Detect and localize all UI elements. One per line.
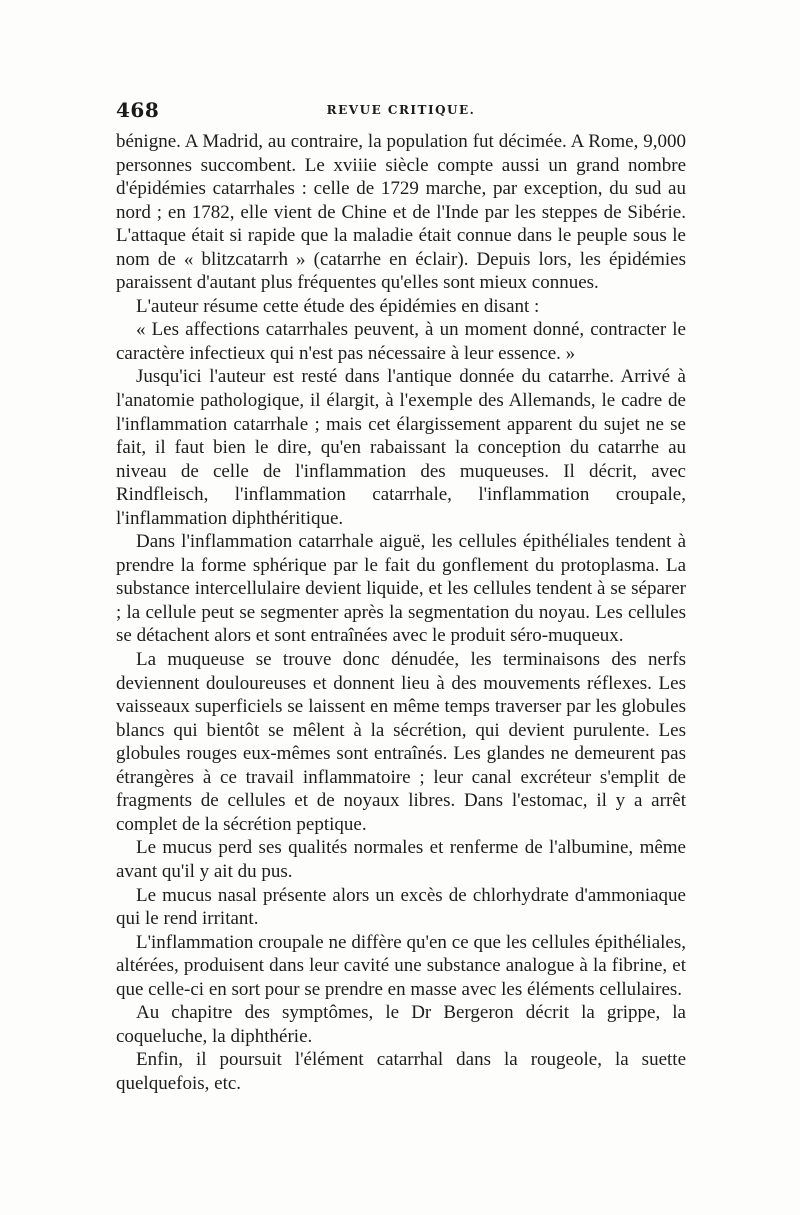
paragraph: L'inflammation croupale ne diffère qu'en ce que les cellules épithéliales, altérées, produisent dans leur cavité une substance analogue à la fibrine, et que celle-ci en sort pour se prendre en masse avec les éléments cellulaires. <box>116 931 686 1000</box>
paragraph: Au chapitre des symptômes, le Dr Bergeron décrit la grippe, la coqueluche, la diphthérie. <box>116 1002 686 1047</box>
page-header <box>116 98 686 122</box>
paragraph: La muqueuse se trouve donc dénudée, les terminaisons des nerfs deviennent douloureuses et donnent lieu à des mouvements réflexes. Les vaisseaux superficiels se laissent en même temps traverser par les globules blancs qui bientôt se mêlent à la sécrétion, qui devient purulente. Les globules rouges eux-mêmes sont entraînés. Les glandes ne demeurent pas étrangères à ce travail inflammatoire ; leur canal excréteur s'emplit de fragments de cellules et de noyaux libres. Dans l'estomac, il y a arrêt complet de la sécrétion peptique. <box>116 649 686 835</box>
page-number: 468 <box>116 98 160 122</box>
paragraph: Jusqu'ici l'auteur est resté dans l'antique donnée du catarrhe. Arrivé à l'anatomie pathologique, il élargit, à l'exemple des Allemands, le cadre de l'inflammation catarrhale ; mais cet élargissement apparent du sujet ne se fait, il faut bien le dire, qu'en rabaissant la conception du catarrhe au niveau de celle de l'inflammation des muqueuses. Il décrit, avec Rindfleisch, l'inflammation catarrhale, l'inflammation croupale, l'inflammation diphthéritique. <box>116 366 686 529</box>
paragraph-continuation: bénigne. A Madrid, au contraire, la population fut décimée. A Rome, 9,000 personnes succombent. Le xviiie siècle compte aussi un grand nombre d'épidémies catarrhales : celle de 1729 marche, par exception, du sud au nord ; en 1782, elle vient de Chine et de l'Inde par les steppes de Sibérie. L'attaque était si rapide que la maladie était connue dans le peuple sous le nom de « blitzcatarrh » (catarrhe en éclair). Depuis lors, les épidémies paraissent d'autant plus fréquentes qu'elles sont mieux connues. <box>116 131 686 294</box>
paragraph: Le mucus nasal présente alors un excès de chlorhydrate d'ammoniaque qui le rend irritant. <box>116 884 686 930</box>
paragraph: Enfin, il poursuit l'élément catarrhal dans la rougeole, la suette quelquefois, etc. <box>116 1049 686 1094</box>
paragraph: L'auteur résume cette étude des épidémies en disant : <box>136 295 540 317</box>
running-head: REVUE CRITIQUE. <box>326 103 476 117</box>
paragraph: Dans l'inflammation catarrhale aiguë, les cellules épithéliales tendent à prendre la forme sphérique par le fait du gonflement du protoplasma. La substance intercellulaire devient liquide, et les cellules tendent à se séparer ; la cellule peut se segmenter après la segmentation du noyau. Les cellules se détachent alors et sont entraînées avec le produit séro-muqueux. <box>116 531 686 647</box>
paragraph: Le mucus perd ses qualités normales et renferme de l'albumine, même avant qu'il y ait du pus. <box>116 837 686 882</box>
body-text <box>116 130 686 1095</box>
paragraph-quote: « Les affections catarrhales peuvent, à un moment donné, contracter le caractère infectieux qui n'est pas nécessaire à leur essence. » <box>116 319 686 364</box>
